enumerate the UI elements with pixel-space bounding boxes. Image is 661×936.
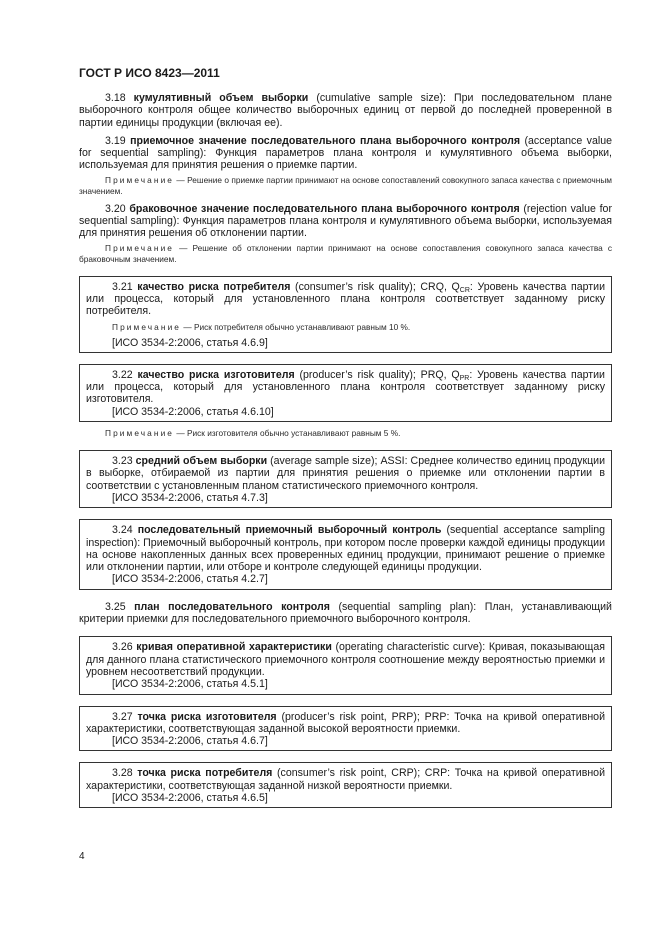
entry-term: план последовательного контроля [134,600,330,613]
entry-3-26 [86,641,605,678]
entry-reference: [ИСО 3534-2:2006, статья 4.7.3] [112,491,268,504]
entry-definition-cont: : Уровень качества партии или процесса, который для установленного плана контроля соответствует заданному риску потребителя. [86,280,605,318]
entry-definition: (sequential sampling plan): План, устанавливающий критерии приемки для последовательного приемочного выборочного контроля. [79,600,612,626]
note-label: Примечание [105,428,175,439]
entry-number: 3.19 [105,134,126,147]
entry-number: 3.24 [112,524,133,537]
note-text: — Риск изготовителя обычно устанавливают равным 5 %. [174,428,401,439]
entry-reference: [ИСО 3534-2:2006, статья 4.6.5] [112,791,268,804]
note-3-20 [79,243,612,265]
entry-number: 3.20 [105,202,126,215]
note-3-21 [86,322,605,333]
entry-number: 3.25 [105,600,126,613]
subscript: PR [459,374,470,382]
entry-box-3-24 [79,519,612,589]
entry-definition: (average sample size); ASSI: Среднее количество единиц продукции в выборке, отбираемой из партии для принятия решения о приемке или отклонении партии в соответствии с установленным планом статистического приемочного контроля. [86,455,605,492]
entry-box-3-27 [79,706,612,752]
entry-number: 3.23 [112,455,133,468]
entry-definition: (rejection value for sequential sampling): Функция параметров плана контроля и кумулятивного объема выборки, используемая для принятия решения об отклонении партии. [79,202,612,240]
note-label: Примечание [105,242,175,253]
entry-number: 3.28 [112,767,133,780]
note-label: Примечание [112,321,182,332]
entry-3-18 [79,92,612,129]
entry-3-21 [86,281,605,318]
entry-definition: (cumulative sample size): При последовательном плане выборочного контроля общее количество выборочных единиц от первой до последней проверенной в партии единицы продукции (включая ее). [79,92,612,129]
note-3-19 [79,175,612,197]
entry-term: кривая оперативной характеристики [136,641,332,654]
entry-3-23 [86,455,605,492]
entry-term: браковочное значение последовательного плана выборочного контроля [129,202,520,215]
entry-definition: (consumer’s risk quality); CRQ, Q [290,280,460,293]
entry-box-3-23 [79,450,612,508]
document-body [79,92,612,819]
entry-term: качество риска потребителя [137,280,291,293]
entry-number: 3.18 [105,92,126,104]
entry-definition: (operating characteristic curve): Кривая, показывающая для данного плана статистического приемочного контроля соотношение между вероятностью приемки и уровнем несоответствий продукции. [86,641,605,678]
entry-term: качество риска изготовителя [137,368,295,381]
entry-definition: (producer’s risk quality); PRQ, Q [294,368,460,381]
entry-term: последовательный приемочный выборочный контроль [137,524,442,537]
entry-box-3-22 [79,364,612,422]
note-text: — Решение об отклонении партии принимают на основе сопоставления совокупного запаса качества с браковочным значением. [79,242,612,264]
entry-reference: [ИСО 3534-2:2006, статья 4.6.9] [112,336,268,349]
note-text: — Риск потребителя обычно устанавливают равным 10 %. [181,321,411,332]
entry-reference: [ИСО 3534-2:2006, статья 4.2.7] [112,573,268,586]
entry-term: средний объем выборки [135,455,268,468]
entry-term: точка риска изготовителя [137,710,277,723]
entry-3-28 [86,767,605,792]
entry-definition: (producer’s risk point, PRP); PRP: Точка на кривой оперативной характеристики, соответствующая заданной высокой вероятности приемки. [86,710,605,735]
note-3-22 [79,428,612,439]
entry-reference: [ИСО 3534-2:2006, статья 4.6.10] [112,405,274,418]
entry-reference: [ИСО 3534-2:2006, статья 4.6.7] [112,735,268,748]
document-header: ГОСТ Р ИСО 8423—2011 [79,66,220,80]
subscript: CR [459,286,470,294]
entry-term: точка риска потребителя [137,767,273,780]
note-text: — Решение о приемке партии принимают на основе сопоставлений совокупного запаса качества с приемочным значением. [79,174,612,196]
entry-definition-cont: : Уровень качества партии или процесса, который для установленного плана контроля соответствует заданному риску изготовителя. [86,368,605,406]
entry-3-20 [79,203,612,240]
entry-number: 3.27 [112,710,133,723]
entry-reference: [ИСО 3534-2:2006, статья 4.5.1] [112,678,268,691]
entry-number: 3.26 [112,641,133,654]
page-number: 4 [79,851,85,862]
entry-term: приемочное значение последовательного плана выборочного контроля [130,134,521,147]
entry-box-3-26 [79,636,612,694]
entry-3-22 [86,369,605,406]
entry-3-24 [86,524,605,573]
entry-box-3-28 [79,762,612,808]
entry-definition: (acceptance value for sequential sampling): Функция параметров плана контроля и кумулятивного объема выборки, используемая для принятия решения о приемке партии. [79,134,612,172]
entry-term: кумулятивный объем выборки [133,92,309,104]
entry-definition: (consumer’s risk point, CRP); CRP: Точка на кривой оперативной характеристики, соответствующая заданной низкой вероятности приемки. [86,767,605,792]
entry-box-3-21 [79,276,612,353]
entry-number: 3.21 [112,280,133,293]
note-label: Примечание [105,174,175,185]
entry-number: 3.22 [112,368,133,381]
entry-definition: (sequential acceptance sampling inspection): Приемочный выборочный контроль, при котором после проверки каждой единицы продукции на основе накопленных данных всех проверенных единиц продукции, принимают решение о приемке или отклонении партии, или отборе и контроле следующей единицы продукции. [86,524,605,574]
entry-3-19 [79,135,612,172]
entry-3-25 [79,601,612,626]
entry-3-27 [86,711,605,736]
